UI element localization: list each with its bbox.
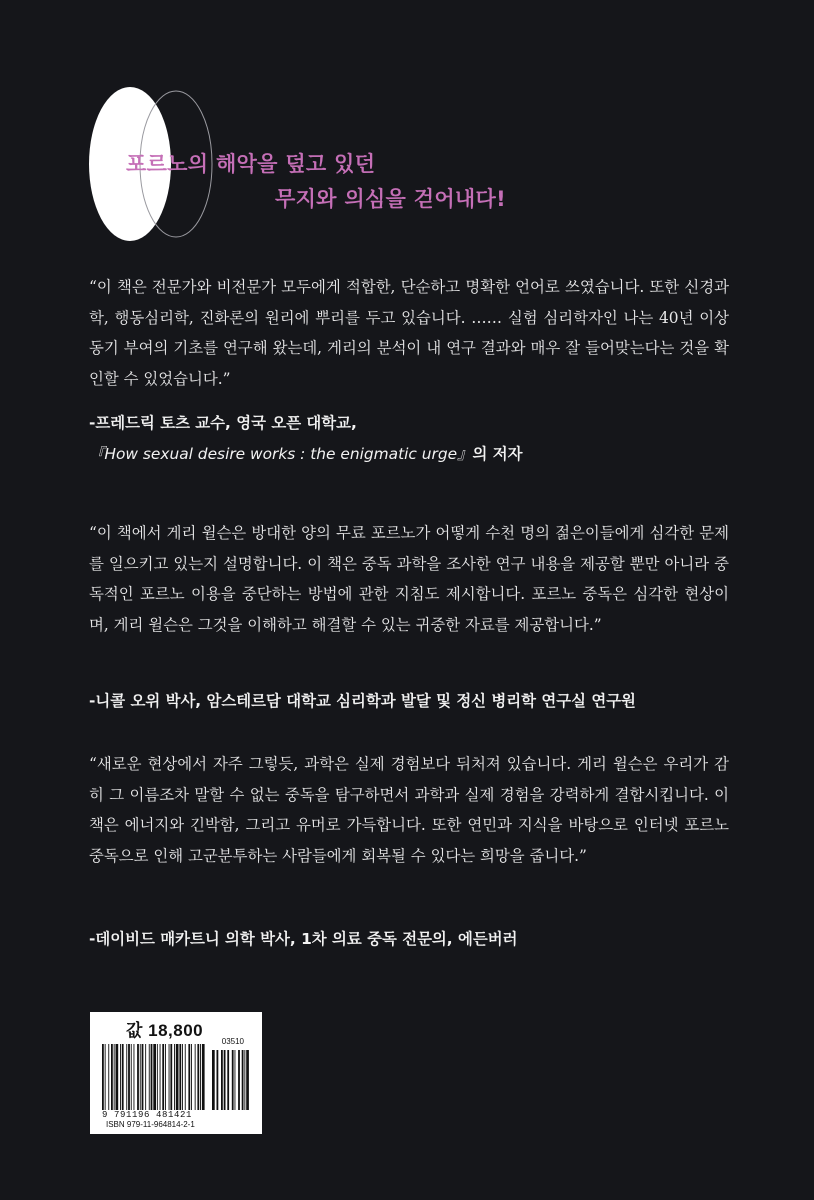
headline-line-2: 무지와 의심을 걷어내다! xyxy=(275,187,506,211)
barcode-bar xyxy=(151,1044,153,1110)
barcode-bar xyxy=(200,1044,201,1110)
addon-code: 03510 xyxy=(221,1037,244,1046)
barcode-bar xyxy=(108,1044,109,1110)
quote-3-text: “새로운 현상에서 자주 그렇듯, 과학은 실제 경험보다 뒤처져 있습니다. 게리 윌슨은 우리가 감히 그 이름조차 말할 수 없는 중독을 탐구하면서 과학과 실제 경험을 강력하게 결합시킵니다. 이 책은 에너지와 긴박함, 그리고 유머로 가득합니다. 또한 연민과 지식을 바탕으로 인터넷 포르노 중독으로 인해 고군분투하는 사람들에게 회복될 수 있다는 희망을 줍니다.” xyxy=(89,755,729,865)
addon-bar xyxy=(224,1050,226,1110)
barcode-bar xyxy=(137,1044,139,1110)
isbn-text: ISBN 979-11-964814-2-1 xyxy=(106,1120,195,1129)
addon-bar xyxy=(244,1050,245,1110)
barcode-bar xyxy=(165,1044,166,1110)
barcode-bar xyxy=(126,1044,127,1110)
barcode-bar xyxy=(179,1044,181,1110)
barcode-bar xyxy=(128,1044,130,1110)
barcode-bar xyxy=(142,1044,144,1110)
barcode-bar xyxy=(169,1044,170,1110)
barcode-bar xyxy=(153,1044,156,1110)
quote-3-attribution: -데이비드 매카트니 의학 박사, 1차 의료 중독 전문의, 에든버러 xyxy=(89,930,518,948)
quote-1-text: “이 책은 전문가와 비전문가 모두에게 적합한, 단순하고 명확한 언어로 쓰였습니다. 또한 신경과학, 행동심리학, 진화론의 원리에 뿌리를 두고 있습니다. …… 실험 심리학자인 나는 40년 이상 동기 부여의 기초를 연구해 왔는데, 게리의 분석이 내 연구 결과와 매우 잘 들어맞는다는 것을 확인할 수 있었습니다.” xyxy=(89,278,729,388)
attribution-suffix: 의 저자 xyxy=(472,444,523,463)
barcode-bar xyxy=(145,1044,146,1110)
barcode-bar xyxy=(134,1044,135,1110)
attribution-prefix: -프레드릭 토츠 교수, 영국 오픈 대학교, xyxy=(89,414,357,432)
barcode-bar xyxy=(149,1044,150,1110)
addon-bar xyxy=(232,1050,234,1110)
barcode-bar xyxy=(162,1044,164,1110)
barcode-bar xyxy=(197,1044,199,1110)
addon-bar xyxy=(246,1050,249,1110)
barcode-bar xyxy=(191,1044,192,1110)
barcode-bar xyxy=(202,1044,205,1110)
barcode-bar xyxy=(116,1044,119,1110)
barcode-bar xyxy=(182,1044,183,1110)
headline-line-1: 포르노의 해악을 덮고 있던 xyxy=(126,152,376,176)
price-text: 값 18,800 xyxy=(126,1021,204,1040)
addon-bar xyxy=(238,1050,240,1110)
barcode-bar xyxy=(114,1044,115,1110)
barcode-bar xyxy=(195,1044,196,1110)
barcode-bar xyxy=(122,1044,124,1110)
barcode-bar xyxy=(140,1044,141,1110)
barcode-bar xyxy=(188,1044,190,1110)
barcode-bar xyxy=(176,1044,179,1110)
barcode-bar xyxy=(120,1044,121,1110)
barcode-label xyxy=(90,1012,262,1134)
addon-bar xyxy=(227,1050,229,1110)
addon-bar xyxy=(242,1050,244,1110)
addon-bar xyxy=(217,1050,219,1110)
barcode-bar xyxy=(131,1044,132,1110)
barcode-bar xyxy=(157,1044,158,1110)
barcode-bar xyxy=(160,1044,161,1110)
quote-2-attribution: -니콜 오위 박사, 암스테르담 대학교 심리학과 발달 및 정신 병리학 연구실 연구원 xyxy=(89,692,636,710)
book-title: 『How sexual desire works : the enigmatic urge』 xyxy=(89,444,473,463)
barcode-bar xyxy=(111,1044,113,1110)
barcode-bar xyxy=(102,1044,104,1110)
barcode-bar xyxy=(105,1044,106,1110)
barcode-digits: 9 791196 481421 xyxy=(102,1110,193,1120)
addon-bar xyxy=(221,1050,223,1110)
addon-bar xyxy=(235,1050,236,1110)
addon-bar xyxy=(212,1050,215,1110)
barcode-bars xyxy=(102,1044,250,1110)
quote-1-attribution xyxy=(89,408,739,469)
barcode-bar xyxy=(185,1044,186,1110)
quote-2-text: “이 책에서 게리 윌슨은 방대한 양의 무료 포르노가 어떻게 수천 명의 젊은이들에게 심각한 문제를 일으키고 있는지 설명합니다. 이 책은 중독 과학을 조사한 연구 내용을 제공할 뿐만 아니라 중독적인 포르노 이용을 중단하는 방법에 관한 지침도 제시합니다. 포르노 중독은 심각한 현상이며, 게리 윌슨은 그것을 이해하고 해결할 수 있는 귀중한 자료를 제공합니다.” xyxy=(89,524,729,634)
barcode-bar xyxy=(170,1044,172,1110)
barcode-bar xyxy=(174,1044,175,1110)
